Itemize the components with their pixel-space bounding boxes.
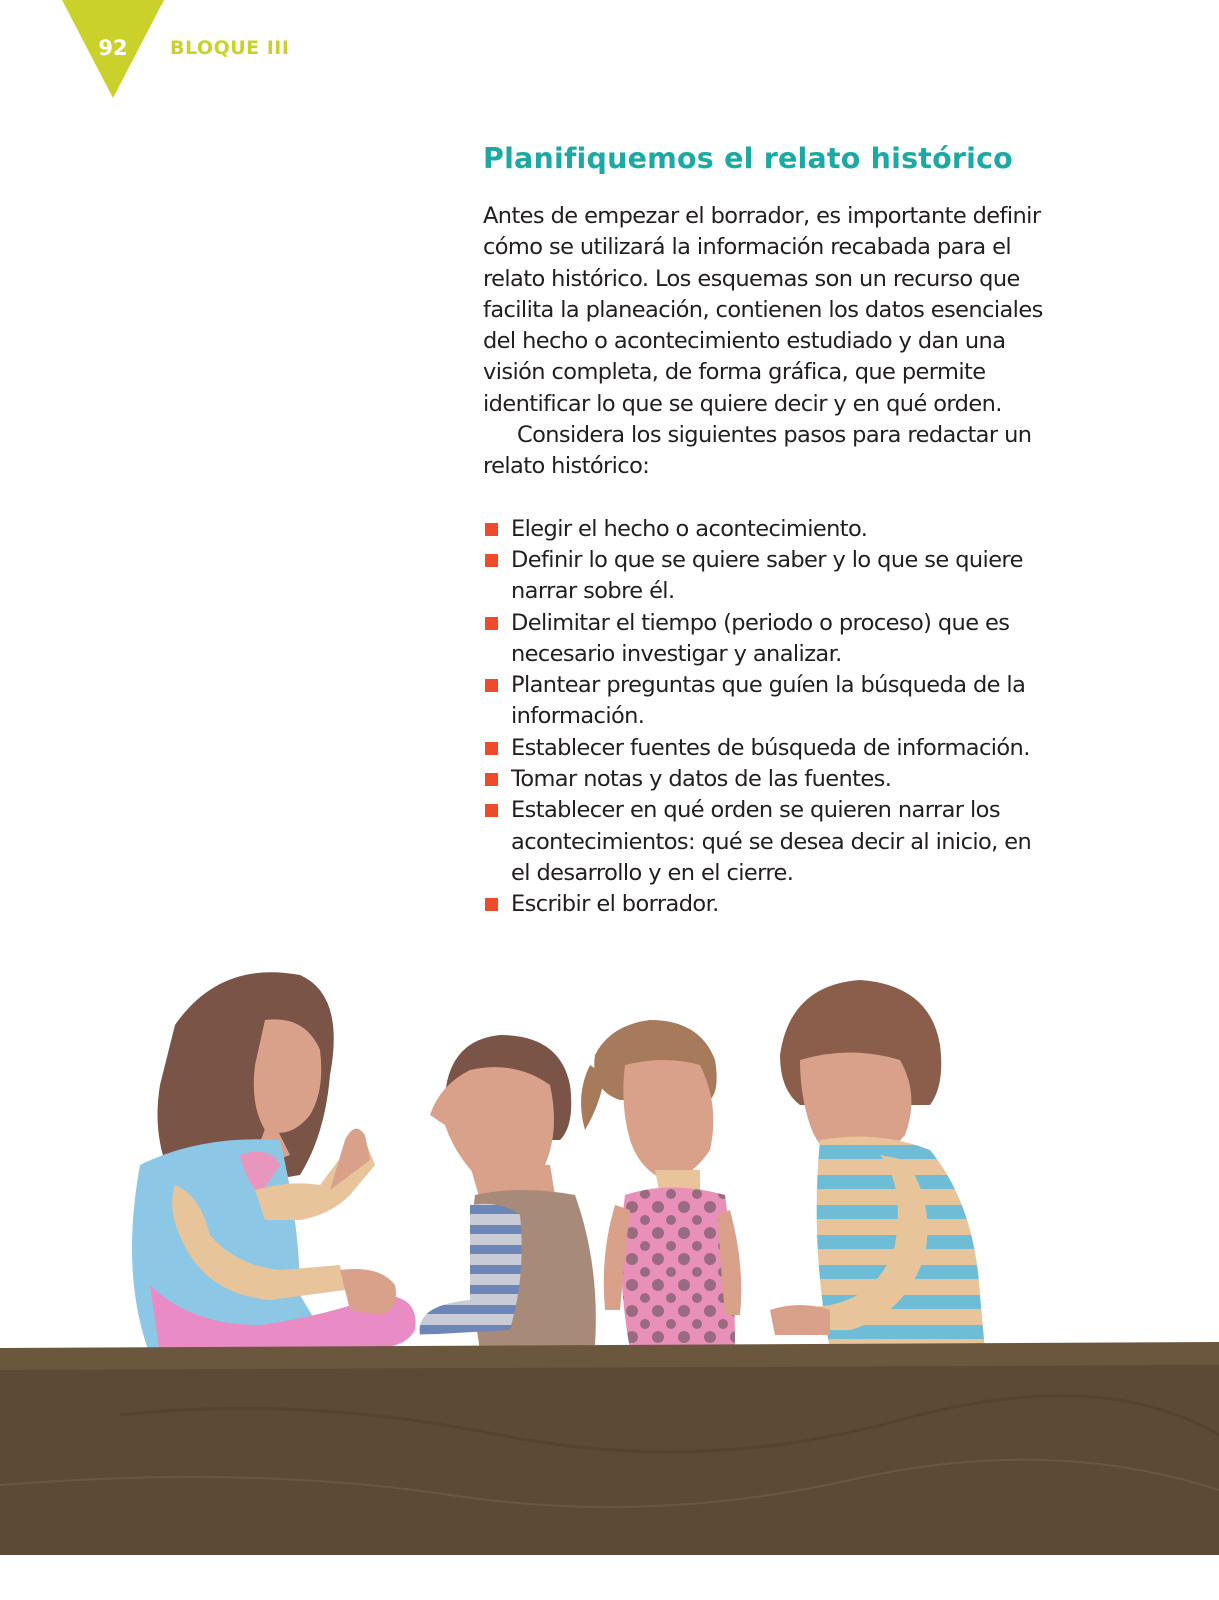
list-item (483, 514, 1043, 545)
step-text: Establecer fuentes de búsqueda de información. (511, 734, 1030, 761)
square-bullet-icon (485, 679, 498, 692)
list-item (483, 795, 1043, 889)
list-item (483, 545, 1043, 608)
list-item (483, 889, 1043, 920)
page-corner-tab (62, 0, 164, 98)
main-content (483, 142, 1043, 921)
page-number: 92 (98, 36, 128, 60)
children-illustration (0, 965, 1219, 1555)
steps-intro-paragraph: Considera los siguientes pasos para redactar un relato histórico: (483, 422, 1032, 480)
block-label: BLOQUE III (170, 37, 290, 59)
step-text: Escribir el borrador. (511, 891, 719, 918)
step-text: Delimitar el tiempo (periodo o proceso) que es necesario investigar y analizar. (511, 609, 1010, 667)
square-bullet-icon (485, 523, 498, 536)
list-item (483, 608, 1043, 671)
four-children-talking-icon (0, 965, 1219, 1555)
step-text: Elegir el hecho o acontecimiento. (511, 515, 868, 542)
square-bullet-icon (485, 804, 498, 817)
square-bullet-icon (485, 554, 498, 567)
square-bullet-icon (485, 742, 498, 755)
list-item (483, 670, 1043, 733)
step-text: Plantear preguntas que guíen la búsqueda de la información. (511, 672, 1026, 730)
section-title: Planifiquemos el relato histórico (483, 142, 1013, 175)
square-bullet-icon (485, 898, 498, 911)
step-text: Definir lo que se quiere saber y lo que se quiere narrar sobre él. (511, 546, 1023, 605)
steps-list (483, 514, 1043, 921)
list-item (483, 764, 1043, 795)
square-bullet-icon (485, 773, 498, 786)
square-bullet-icon (485, 617, 498, 630)
list-item (483, 733, 1043, 764)
intro-paragraph: Antes de empezar el borrador, es importante definir cómo se utilizará la información recabada para el relato histórico. Los esquemas son un recurso que facilita la planeación, contienen los datos esenciales del hecho o acontecimiento estudiado y dan una visión completa, de forma gráfica, que permite identificar lo que se quiere decir y en qué orden. (483, 203, 1043, 417)
step-text: Tomar notas y datos de las fuentes. (511, 766, 892, 793)
step-text: Establecer en qué orden se quieren narrar los acontecimientos: qué se desea decir al inicio, en el desarrollo y en el cierre. (511, 797, 1032, 886)
